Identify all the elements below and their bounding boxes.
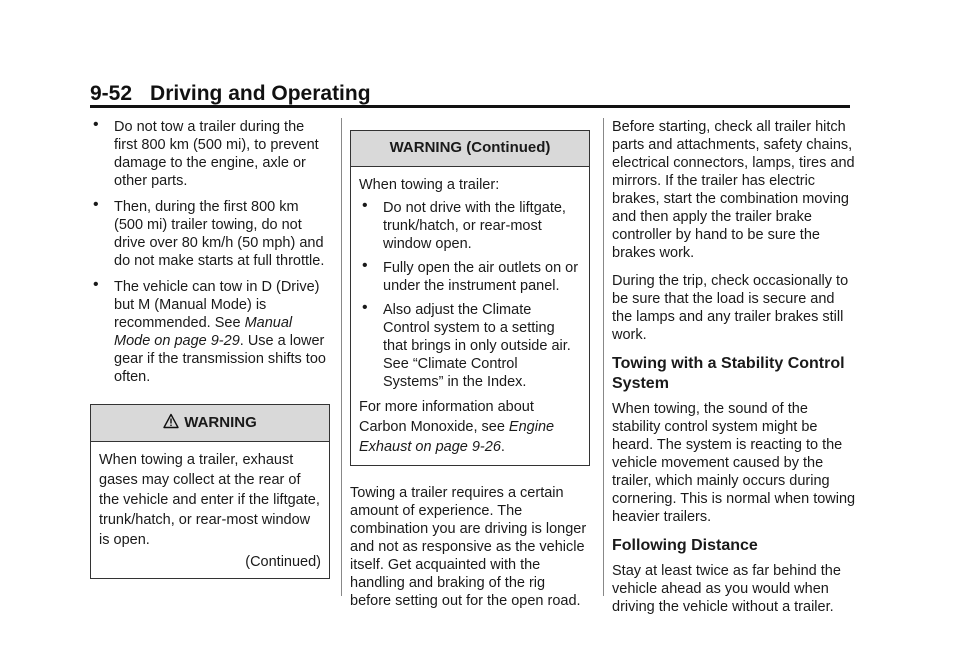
cross-reference-link[interactable]: Engine Exhaust on page 9-26 — [359, 419, 555, 455]
column-1 — [90, 118, 330, 579]
paragraph: Stay at least twice as far behind the vehicle ahead as you would when driving the vehicle without a trailer. — [612, 563, 841, 615]
header-rule — [90, 105, 850, 108]
column-2 — [350, 118, 590, 620]
bullet-list — [90, 118, 330, 386]
warning-header: WARNING (Continued) — [351, 131, 589, 167]
bullet-icon: • — [362, 257, 368, 274]
list-item: • The vehicle can tow in D (Drive) but M (Manual Mode) is recommended. See Manual Mode on page 9-29. Use a lower gear if the transmission shifts too often. — [93, 276, 326, 385]
bullet-icon: • — [362, 197, 368, 214]
column-3 — [612, 118, 857, 626]
column-divider — [341, 118, 342, 596]
warning-body: When towing a trailer: • Do not drive with the liftgate, trunk/hatch, or rear-most window open. • Fully open the air outlets on or under the instrument panel. • Also adjust the Climate Control system to a setting that brings in only outside air. See “Climate Control Systems” in the Index. For more information about Carbon Monoxide, see Engine Exhaust on page 9-26. — [351, 167, 589, 465]
list-item: • Then, during the first 800 km (500 mi) trailer towing, do not drive over 80 km/h (50 mph) and do not make starts at full throttle. — [93, 196, 325, 269]
column-divider — [603, 118, 604, 596]
warning-box-continued — [350, 130, 590, 466]
section-heading: Towing with a Stability Control System — [612, 355, 845, 392]
warning-triangle-icon — [163, 413, 179, 429]
section-heading: Following Distance — [612, 537, 758, 554]
bullet-icon: • — [362, 299, 368, 316]
page-number: 9-52 — [90, 82, 133, 105]
bullet-icon: • — [93, 276, 99, 293]
cross-reference-link[interactable]: Manual Mode on page 9-29 — [114, 315, 293, 349]
paragraph: Before starting, check all trailer hitch parts and attachments, safety chains, electrical connectors, lamps, tires and mirrors. If the trailer has electric brakes, start the combination moving and then apply the trailer brake controller by hand to be sure the brakes work. — [612, 119, 855, 261]
paragraph: During the trip, check occasionally to be sure that the load is secure and the lamps and any trailer brakes still work. — [612, 273, 849, 343]
bullet-icon: • — [93, 196, 99, 213]
warning-title: WARNING — [184, 414, 257, 431]
bullet-icon: • — [93, 116, 99, 133]
paragraph: When towing, the sound of the stability control system might be heard. The system is reacting to the vehicle movement caused by the trailer, which mainly occurs during cornering. This is normal when towing heavier trailers. — [612, 401, 856, 525]
continued-label: (Continued) — [245, 554, 321, 570]
bullet-list — [359, 199, 581, 391]
paragraph: Towing a trailer requires a certain amount of experience. The combination you are driving is longer and not as responsive as the vehicle itself. Get acquainted with the handling and braking of the rig before setting out for the open road. — [350, 485, 587, 609]
list-item: • Do not tow a trailer during the first 800 km (500 mi), to prevent damage to the engine, axle or other parts. — [93, 116, 319, 189]
page-header — [90, 82, 371, 106]
list-item: • Fully open the air outlets on or under the instrument panel. — [362, 257, 579, 294]
warning-header — [91, 405, 329, 442]
warning-body: When towing a trailer, exhaust gases may collect at the rear of the vehicle and enter if the liftgate, trunk/hatch, or rear-most window is open. (Continued) — [99, 452, 321, 570]
warning-box — [90, 404, 330, 579]
section-title: Driving and Operating — [150, 82, 371, 105]
list-item: • Do not drive with the liftgate, trunk/hatch, or rear-most window open. — [362, 197, 566, 252]
list-item: • Also adjust the Climate Control system to a setting that brings in only outside air. See “Climate Control Systems” in the Index. — [362, 299, 571, 390]
